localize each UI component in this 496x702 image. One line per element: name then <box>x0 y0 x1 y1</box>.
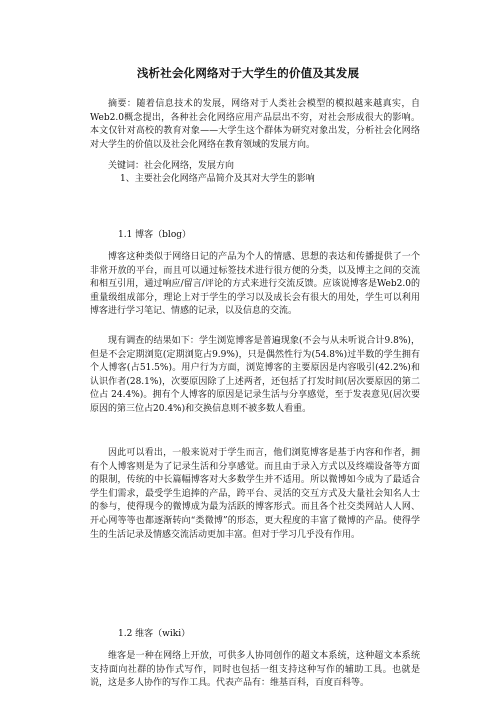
abstract-paragraph: 摘要：随着信息技术的发展，网络对于人类社会模型的模拟越来越真实，自Web2.0概念提出，各种社会化网络应用产品层出不穷，对社会形成很大的影响。本文仅针对高校的教育对象——大学生这个群体为研究对象出发，分析社会化网络对大学生的价值以及社会化网络在教育领域的发展方向。 <box>90 99 420 150</box>
section-heading: 1、主要社会化网络产品简介及其对大学生的影响 <box>120 174 315 184</box>
paragraph-wiki-1: 维客是一种在网络上开放，可供多人协同创作的超文本系统，这种超文本系统支持面向社群的协作式写作，同时也包括一组支持这种写作的辅助工具。也就是说，这是多人协作的写作工具。代表产品有：维基百科，百度百科等。 <box>90 651 420 689</box>
subsection-heading-blog: 1.1 博客（blog） <box>118 230 191 240</box>
paragraph-blog-2: 现有调查的结果如下：学生浏览博客是普遍现象(不会与从未听说合计9.8%)，但是不会定期浏览(定期浏览占9.9%)，只是偶然性行为(54.8%)过半数的学生拥有个人博客(占51.5%)。用户行为方面，浏览博客的主要原因是内容吸引(42.2%)和认识作者(28.1%)，次要原因除了上述两者，还包括了打发时间(居次要原因的第二位占 24.4%)。拥有个人博客的原因是记录生活与分享感觉，至于发表意见(居次要原因的第三位占20.4%)和交换信息则不被多数人看重。 <box>90 336 420 414</box>
paragraph-blog-3: 因此可以看出，一般来说对于学生而言，他们浏览博客是基于内容和作者，拥有个人博客则是为了记录生活和分享感觉。而且由于录入方式以及终端设备等方面的限制，传统的中长篇幅博客对大多数学生并不适用。所以微博如今成为了最适合学生们需求，最受学生追捧的产品，跨平台、灵活的交互方式及大量社会知名人士的参与，使得现今的微博成为最为活跃的博客形式。而且各个社交类网站人人网、开心网等等也都逐渐转向“类微博”的形态，更大程度的丰富了微博的产品。使得学生的生活记录及情感交流活动更加丰富。但对于学习几乎没有作用。 <box>90 448 420 540</box>
subsection-heading-wiki: 1.2 维客（wiki） <box>118 629 191 639</box>
document-title: 浅析社会化网络对于大学生的价值及其发展 <box>136 66 360 80</box>
paragraph-blog-1: 博客这种类似于网络日记的产品为个人的情感、思想的表达和传播提供了一个非常开放的平台，而且可以通过标签技术进行很方便的分类，以及博主之间的交流和相互引用，通过响应/留言/评论的方式来进行交流反馈。应该说博客是Web2.0的重量级组成部分，理论上对于学生的学习以及成长会有很大的用处，学生可以利用博客进行学习笔记、情感的记录，以及信息的交流。 <box>90 252 420 317</box>
keywords-line: 关键词：社会化网络，发展方向 <box>108 161 235 171</box>
